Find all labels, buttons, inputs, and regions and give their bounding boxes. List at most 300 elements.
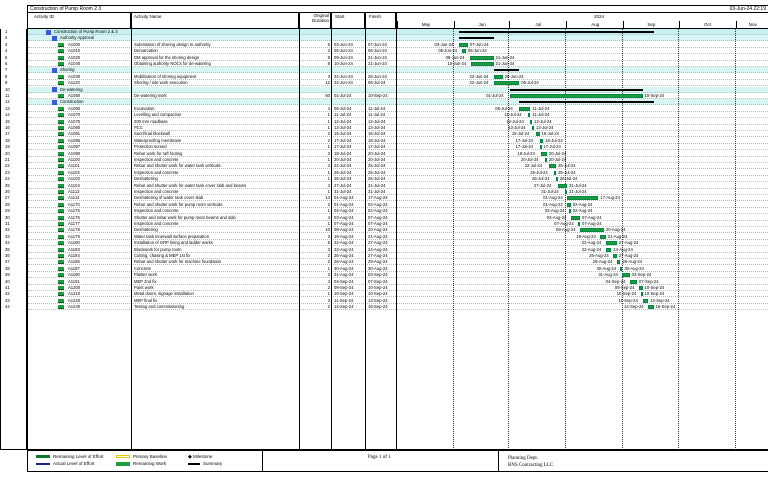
bar-start-label: 26-Jul-24	[532, 176, 550, 182]
start-date: 02-Aug-24	[334, 208, 354, 214]
activity-bar[interactable]	[613, 254, 617, 258]
row-number: 38	[5, 265, 10, 271]
legend-remaining-loe-swatch	[36, 455, 50, 458]
activity-row[interactable]	[5, 195, 768, 201]
activity-bar[interactable]	[617, 260, 621, 264]
activity-name: Water tank innerwall surface preparation	[134, 233, 210, 239]
bar-finish-label: 21-Aug-24	[607, 233, 628, 239]
activity-name: DM approval for the shoring design	[134, 54, 200, 60]
row-number: 15	[5, 118, 10, 124]
activity-bar[interactable]	[643, 299, 649, 303]
column-header-start[interactable]	[331, 12, 365, 29]
activity-id: A1184	[68, 253, 80, 258]
start-date: 27-Jul-24	[334, 182, 352, 188]
bar-start-label: 15-Jul-24	[511, 131, 530, 137]
activity-name: Deshuttering	[134, 227, 158, 233]
activity-id: A1175	[68, 208, 80, 214]
bar-start-label: 31-Jul-24	[541, 189, 559, 194]
finish-date: 29-Aug-24	[368, 259, 388, 265]
activity-id: A1191	[68, 278, 80, 284]
finish-date: 07-Sep-24	[368, 278, 388, 284]
finish-date: 16-Sep-24	[368, 304, 388, 310]
activity-bar[interactable]	[556, 177, 558, 181]
duration: 2	[327, 137, 330, 143]
duration: 3	[327, 150, 330, 156]
finish-date: 11-Jul-24	[368, 112, 386, 118]
summary-bar[interactable]	[459, 37, 494, 39]
start-date: 09-Sep-24	[334, 285, 354, 290]
bar-start-label: 25-Jul-24	[530, 169, 548, 175]
activity-row[interactable]	[5, 176, 768, 182]
bar-finish-label: 11-Jul-24	[532, 105, 550, 111]
activity-row[interactable]	[5, 73, 768, 80]
activity-bar[interactable]	[630, 280, 637, 284]
activity-bar[interactable]	[620, 267, 622, 271]
page-number: Page 1 of 1	[368, 455, 391, 460]
duration: 2	[327, 259, 330, 265]
activity-row[interactable]	[5, 265, 768, 272]
column-label-activity-name: Activity Name	[134, 14, 162, 19]
activity-row[interactable]	[5, 227, 768, 233]
activity-row[interactable]	[5, 144, 768, 150]
bar-start-label: 07-Aug-24	[554, 221, 574, 226]
duration: 1	[327, 189, 330, 194]
activity-icon	[58, 171, 64, 175]
activity-name: Rebar and shutter work for water tank cover slab and beams	[134, 182, 247, 188]
bar-finish-label: 03-Sep-24	[631, 272, 652, 278]
activity-id: A1020	[68, 54, 81, 60]
activity-name: Plaster work	[134, 272, 158, 278]
finish-date: 13-Sep-24	[368, 297, 388, 303]
activity-bar[interactable]	[541, 152, 547, 156]
start-date: 10-Jun-24	[334, 61, 353, 66]
row-number: 24	[5, 176, 10, 182]
summary-bar[interactable]	[510, 89, 642, 91]
bar-finish-label: 12-Jul-24	[534, 118, 552, 124]
activity-bar[interactable]	[606, 248, 612, 252]
finish-date: 27-Aug-24	[368, 253, 388, 258]
activity-row[interactable]	[5, 233, 768, 240]
month-gridline	[678, 29, 679, 450]
column-divider	[365, 29, 366, 450]
row-number: 16	[5, 125, 10, 130]
start-date: 22-Jul-24	[334, 163, 352, 169]
activity-bar[interactable]	[641, 292, 643, 296]
start-date: 11-Sep-24	[334, 297, 354, 303]
activity-row[interactable]	[5, 157, 768, 163]
activity-bar[interactable]	[558, 184, 567, 188]
company-name: BNS Contracting LLC	[508, 463, 554, 468]
activity-row[interactable]	[5, 201, 768, 208]
activity-bar[interactable]	[567, 196, 598, 200]
activity-bar[interactable]	[471, 62, 493, 66]
legend-primary-baseline-swatch	[116, 455, 130, 458]
duration: 60	[325, 93, 330, 98]
activity-id: A1120	[68, 80, 80, 86]
legend-summary-swatch	[188, 463, 200, 465]
duration: 12	[325, 80, 330, 86]
activity-row[interactable]	[5, 259, 768, 265]
activity-row[interactable]	[5, 208, 768, 214]
activity-id: A1103	[68, 176, 80, 182]
legend-remaining-loe: Remaining Level of Effort	[36, 454, 103, 459]
start-date: 11-Jul-24	[334, 112, 352, 118]
bar-start-label: 11-Jul-24	[504, 112, 522, 118]
duration: 2	[327, 304, 330, 310]
activity-icon	[58, 280, 64, 284]
row-number: 1	[5, 29, 8, 34]
bar-start-label: 17-Jul-24	[515, 137, 533, 143]
bar-start-label: 27-Jul-24	[533, 182, 552, 188]
row-number: 13	[5, 105, 10, 111]
activity-row[interactable]	[5, 41, 768, 48]
activity-name: Metal doors, signage installation	[134, 291, 194, 297]
activity-id: A1179	[68, 233, 80, 239]
activity-name: Protection screed	[134, 144, 167, 150]
row-number: 22	[5, 163, 10, 169]
column-divider	[331, 29, 332, 450]
duration: 2	[327, 201, 330, 207]
start-date: 01-Aug-24	[334, 201, 354, 207]
activity-row[interactable]	[5, 253, 768, 259]
start-date: 14-Sep-24	[334, 304, 354, 310]
summary-bar[interactable]	[459, 31, 654, 33]
bar-start-label: 19-Aug-24	[576, 233, 596, 239]
activity-row[interactable]	[5, 105, 768, 112]
bar-finish-label: 10-Sep-24	[644, 93, 665, 98]
finish-date: 21-Jun-24	[368, 54, 387, 60]
wbs-row[interactable]	[5, 99, 768, 105]
bar-finish-label: 24-Aug-24	[613, 246, 633, 252]
duration: 4	[327, 214, 330, 220]
footer-divider	[262, 451, 263, 471]
activity-icon	[58, 299, 64, 303]
month-label: Nov	[736, 21, 768, 29]
start-date: 22-Jun-24	[334, 73, 353, 79]
activity-name: Rebar and shutter work for pump room verticals	[134, 201, 223, 207]
activity-bar[interactable]	[622, 273, 629, 277]
bar-start-label: 10-Sep-24	[616, 291, 637, 297]
activity-icon	[58, 305, 64, 309]
bar-start-label: 01-Jul-24	[486, 93, 504, 98]
duration: 4	[327, 105, 330, 111]
activity-row[interactable]	[5, 54, 768, 61]
column-header-activity-id[interactable]	[27, 12, 131, 29]
activity-id: A1104	[68, 182, 80, 188]
start-date: 03-Jun-24	[334, 41, 353, 47]
activity-bar[interactable]	[567, 203, 571, 207]
wbs-name: De-watering	[60, 86, 83, 92]
bar-finish-label: 07-Jun-24	[469, 41, 489, 47]
row-number: 32	[5, 227, 10, 233]
activity-bar[interactable]	[571, 216, 580, 220]
activity-bar[interactable]	[540, 139, 544, 143]
activity-bar[interactable]	[462, 49, 466, 53]
activity-bar[interactable]	[600, 235, 606, 239]
duration: 1	[327, 176, 330, 182]
activity-icon	[58, 132, 64, 136]
month-gridline	[453, 29, 454, 450]
duration: 2	[327, 48, 330, 54]
activity-icon	[58, 94, 64, 98]
bar-start-label: 10-Jun-24	[447, 61, 467, 66]
activity-id: A1081	[68, 131, 81, 137]
activity-id: A1200	[68, 285, 81, 290]
activity-bar[interactable]	[519, 107, 530, 111]
activity-name: Rebar work for raft footing	[134, 150, 183, 156]
legend-milestone: ◆ Milestone	[188, 454, 213, 460]
activity-name: Testing and commissioning	[134, 304, 185, 310]
start-date: 07-Aug-24	[334, 221, 354, 226]
duration: 1	[327, 125, 330, 130]
activity-bar[interactable]	[565, 190, 567, 194]
month-label: Aug	[566, 21, 623, 29]
activity-row[interactable]	[5, 80, 768, 86]
activity-name: Inspection and concrete	[134, 221, 179, 226]
activity-id: A1177	[68, 221, 80, 226]
activity-bar[interactable]	[648, 305, 654, 309]
activity-icon	[58, 81, 64, 85]
activity-bar[interactable]	[530, 120, 532, 124]
activity-row[interactable]	[5, 112, 768, 118]
activity-row[interactable]	[5, 125, 768, 131]
start-date: 17-Jul-24	[334, 137, 352, 143]
activity-id: A1090	[68, 150, 81, 156]
activity-row[interactable]	[5, 246, 768, 253]
column-header-duration[interactable]	[299, 12, 331, 29]
finish-date: 07-Aug-24	[368, 221, 388, 226]
activity-bar[interactable]	[532, 126, 534, 130]
activity-icon	[58, 248, 64, 252]
duration: 9	[327, 54, 330, 60]
activity-icon	[58, 254, 64, 258]
activity-name: Concrete	[134, 265, 151, 271]
wbs-folder-icon	[52, 68, 57, 73]
bar-start-label: 28-Aug-24	[592, 259, 613, 265]
activity-bar[interactable]	[470, 56, 494, 60]
bar-finish-label: 20-Aug-24	[605, 227, 626, 233]
bar-finish-label: 10-Sep-24	[644, 291, 665, 297]
activity-row[interactable]	[5, 169, 768, 176]
bar-finish-label: 18-Jul-24	[545, 137, 563, 143]
duration: 5	[327, 41, 330, 47]
bar-finish-label: 11-Jul-24	[532, 112, 550, 118]
row-number: 10	[5, 86, 10, 92]
activity-id: A1190	[68, 272, 80, 278]
activity-icon	[58, 56, 64, 60]
activity-bar[interactable]	[554, 171, 556, 175]
activity-bar[interactable]	[536, 132, 540, 136]
bar-start-label: 14-Sep-24	[624, 304, 644, 310]
activity-row[interactable]	[5, 118, 768, 125]
bar-finish-label: 16-Sep-24	[655, 304, 676, 310]
activity-row[interactable]	[5, 182, 768, 189]
activity-bar[interactable]	[545, 158, 547, 162]
bar-start-label: 30-Aug-24	[596, 265, 617, 271]
duration: 3	[327, 246, 330, 252]
activity-bar[interactable]	[549, 164, 556, 168]
row-number: 30	[5, 214, 10, 220]
finish-date: 11-Jul-24	[368, 105, 386, 111]
month-gridline	[508, 29, 509, 450]
timeline-year: 2024	[594, 14, 605, 19]
activity-row[interactable]	[5, 214, 768, 221]
finish-date: 21-Jun-24	[368, 61, 387, 66]
activity-id: A1185	[68, 259, 80, 265]
activity-bar[interactable]	[494, 81, 520, 85]
bar-start-label: 02-Aug-24	[544, 208, 565, 214]
row-number: 39	[5, 272, 10, 278]
activity-name: Levelling and compaction	[134, 112, 182, 118]
finish-date: 12-Jul-24	[368, 118, 386, 124]
bar-finish-label: 02-Aug-24	[572, 208, 593, 214]
activity-row[interactable]	[5, 221, 768, 227]
start-date: 19-Aug-24	[334, 233, 354, 239]
wbs-name: Construction	[60, 99, 84, 105]
bar-finish-label: 20-Jul-24	[548, 157, 567, 162]
activity-bar[interactable]	[540, 145, 542, 149]
activity-name: MEP 2nd fix	[134, 278, 157, 284]
activity-id: A1080	[68, 125, 81, 130]
activity-id: A1183	[68, 246, 80, 252]
activity-id: A1113	[68, 189, 80, 194]
activity-id: A1087	[68, 144, 81, 150]
row-number: 26	[5, 189, 10, 194]
duration: 3	[327, 233, 330, 239]
activity-name: PCC	[134, 125, 143, 130]
finish-date: 25-Jul-24	[368, 169, 386, 175]
start-date: 26-Jul-24	[334, 176, 352, 182]
activity-row[interactable]	[5, 272, 768, 278]
duration: 8	[327, 61, 330, 66]
row-number: 4	[5, 48, 8, 54]
activity-name: Mobilization of shoring equipment	[134, 73, 197, 79]
row-number: 21	[5, 157, 10, 162]
activity-row[interactable]	[5, 240, 768, 246]
activity-bar[interactable]	[494, 75, 503, 79]
bar-start-label: 22-Aug-24	[581, 240, 602, 246]
wbs-folder-icon	[52, 87, 57, 92]
activity-name: Inspection and concrete	[134, 189, 179, 194]
column-header-activity-name[interactable]	[131, 12, 299, 29]
activity-icon	[58, 107, 64, 111]
activity-row[interactable]	[5, 163, 768, 169]
start-date: 22-Aug-24	[334, 246, 354, 252]
activity-bar[interactable]	[580, 228, 604, 232]
legend-actual-loe: Actual Level of Effort	[36, 461, 94, 466]
activity-row[interactable]	[5, 137, 768, 144]
start-date: 08-Aug-24	[334, 227, 354, 233]
activity-id: A1085	[68, 137, 81, 143]
finish-date: 02-Aug-24	[368, 208, 388, 214]
wbs-folder-icon	[52, 36, 57, 41]
activity-icon	[58, 62, 64, 66]
activity-icon	[58, 184, 64, 188]
finish-date: 16-Jul-24	[368, 131, 386, 137]
bar-finish-label: 13-Jul-24	[536, 125, 554, 130]
activity-row[interactable]	[5, 150, 768, 157]
column-divider	[299, 29, 300, 450]
row-number: 36	[5, 253, 10, 258]
activity-bar[interactable]	[569, 209, 571, 213]
activity-icon	[58, 139, 64, 143]
bar-start-label: 22-Jul-24	[524, 163, 543, 169]
finish-date: 21-Aug-24	[368, 233, 388, 239]
month-gridline	[735, 29, 736, 450]
start-date: 18-Jul-24	[334, 150, 352, 156]
bar-finish-label: 25-Jul-24	[558, 169, 576, 175]
wbs-row[interactable]	[5, 86, 768, 93]
activity-row[interactable]	[5, 61, 768, 67]
wbs-name: Construction of Pump Room 2 & 3	[54, 29, 118, 34]
finish-date: 18-Jul-24	[368, 137, 386, 143]
wbs-row[interactable]	[5, 67, 768, 73]
wbs-row[interactable]	[5, 35, 768, 41]
duration: 1	[327, 144, 330, 150]
finish-date: 24-Aug-24	[368, 246, 388, 252]
activity-bar[interactable]	[578, 222, 580, 226]
activity-icon	[58, 292, 64, 296]
activity-row[interactable]	[5, 189, 768, 195]
bar-start-label: 18-Jul-24	[517, 150, 535, 156]
bar-start-label: 22-Jun-24	[469, 80, 489, 86]
bar-finish-label: 13-Sep-24	[650, 297, 670, 303]
activity-bar[interactable]	[639, 286, 643, 290]
bar-finish-label: 21-Jun-24	[495, 61, 515, 66]
activity-icon	[58, 260, 64, 264]
row-number: 18	[5, 137, 10, 143]
activity-row[interactable]	[5, 131, 768, 137]
activity-id: A1070	[68, 112, 81, 118]
activity-icon	[58, 120, 64, 124]
row-number: 17	[5, 131, 10, 137]
start-date: 22-Jun-24	[334, 80, 353, 86]
finish-date: 02-Aug-24	[368, 201, 388, 207]
bar-finish-label: 30-Aug-24	[624, 265, 644, 271]
summary-bar[interactable]	[494, 69, 520, 71]
finish-date: 26-Jul-24	[368, 176, 386, 182]
project-title: Construction of Pump Room 2 3	[30, 6, 102, 12]
bar-start-label: 31-Aug-24	[598, 272, 618, 278]
duration: 4	[327, 163, 330, 169]
start-date: 04-Sep-24	[334, 278, 354, 284]
bar-finish-label: 27-Aug-24	[618, 240, 639, 246]
finish-date: 26-Jun-24	[368, 73, 387, 79]
activity-bar[interactable]	[528, 113, 530, 117]
summary-bar[interactable]	[519, 101, 653, 103]
bar-start-label: 03-Aug-24	[546, 214, 567, 220]
activity-id: A1102	[68, 169, 80, 175]
activity-id: A1100	[68, 157, 80, 162]
activity-bar[interactable]	[606, 241, 617, 245]
duration: 1	[327, 169, 330, 175]
activity-id: A1050	[68, 93, 81, 98]
activity-bar[interactable]	[459, 43, 468, 47]
row-number: 6	[5, 61, 8, 66]
activity-icon	[58, 158, 64, 162]
bar-start-label: 11-Sep-24	[618, 297, 638, 303]
duration: 2	[327, 253, 330, 258]
duration: 3	[327, 297, 330, 303]
bar-finish-label: 31-Jul-24	[569, 182, 587, 188]
wbs-row[interactable]	[5, 29, 768, 35]
activity-name: Waterproofing membrane	[134, 137, 182, 143]
activity-bar[interactable]	[510, 94, 642, 98]
activity-icon	[58, 273, 64, 277]
column-header-finish[interactable]	[365, 12, 396, 29]
activity-id: A1176	[68, 214, 80, 220]
activity-row[interactable]	[5, 48, 768, 54]
